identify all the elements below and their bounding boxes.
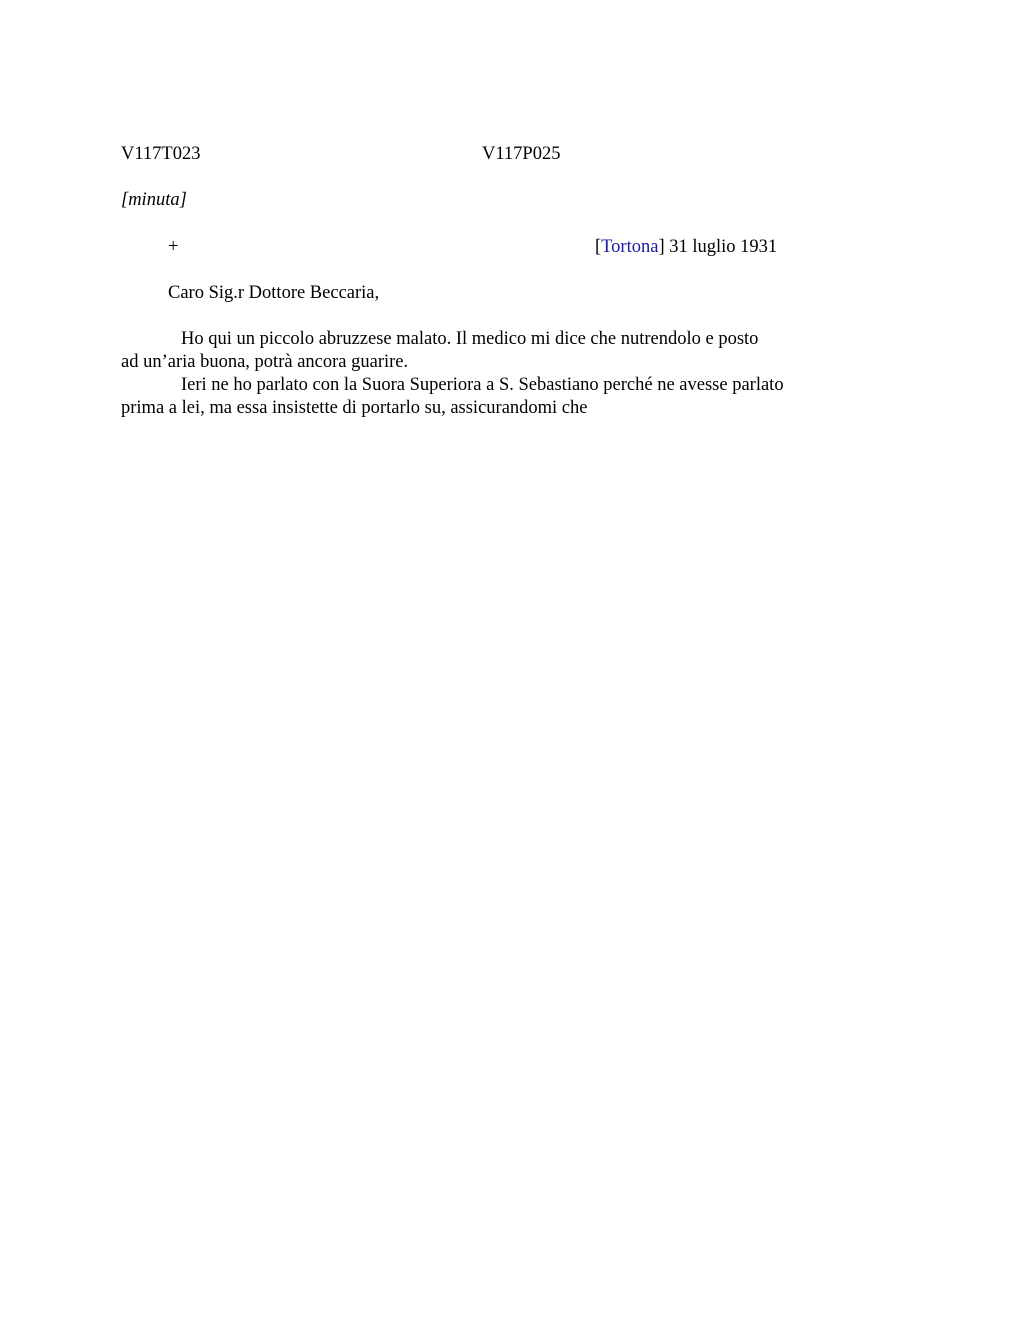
page-code: V117P025 [482, 144, 561, 164]
letter-date: 31 luglio 1931 [664, 237, 778, 257]
paragraph-1-line-2: ad un’aria buona, potrà ancora guarire. [121, 352, 409, 372]
draft-note: [minuta] [121, 190, 187, 210]
cross-mark: + [168, 237, 179, 257]
bracket-close: ] [658, 237, 665, 257]
paragraph-2-line-2: prima a lei, ma essa insistette di portarlo su, assicurandomi che [121, 398, 588, 418]
paragraph-2-line-1: Ieri ne ho parlato con la Suora Superiora a S. Sebastiano perché ne avesse parlato [181, 375, 784, 395]
dateline [595, 236, 777, 259]
bracket-open: [ [595, 237, 602, 257]
place-name-link[interactable]: Tortona [601, 237, 659, 257]
paragraph-1-line-1: Ho qui un piccolo abruzzese malato. Il medico mi dice che nutrendolo e posto [181, 329, 759, 349]
salutation: Caro Sig.r Dottore Beccaria, [168, 283, 380, 303]
text-code: V117T023 [121, 144, 201, 164]
